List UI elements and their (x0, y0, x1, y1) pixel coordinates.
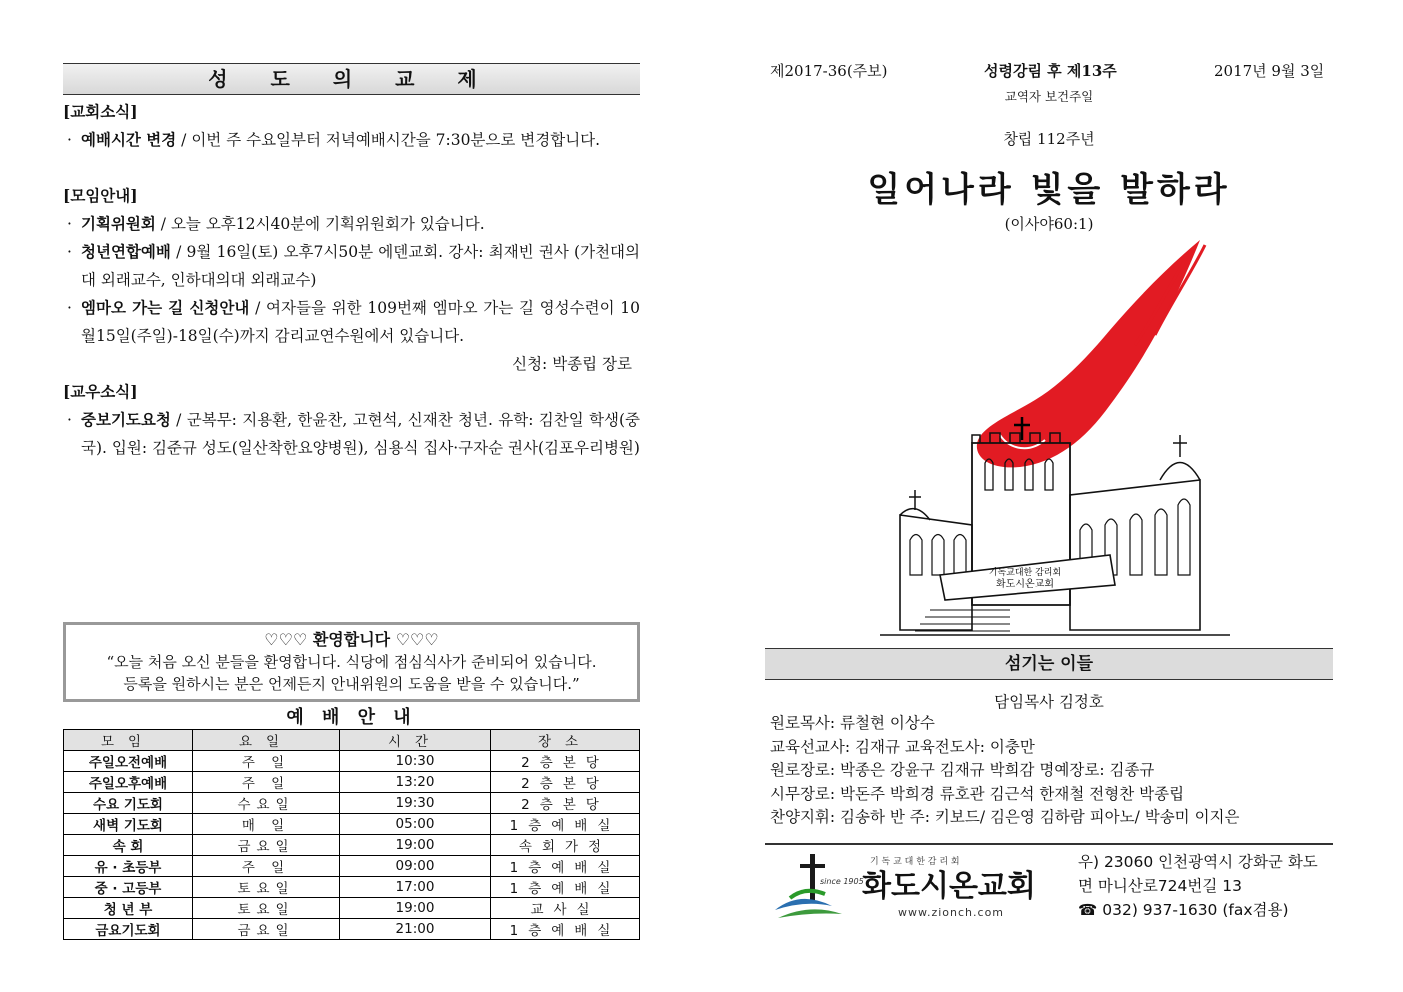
schedule-title: 예 배 안 내 (286, 707, 417, 728)
staff-row: 원로장로: 박종은 강윤구 김재규 박희감 명예장로: 김종규 (770, 761, 1155, 779)
welcome-line: 등록을 원하시는 분은 언제든지 안내위원의 도움을 받을 수 있습니다.” (123, 675, 580, 693)
member-news-heading: [교우소식] (63, 382, 138, 401)
church-address (1078, 850, 1318, 922)
column-header: 장소 (491, 730, 640, 751)
senior-pastor: 담임목사 김정호 (994, 693, 1104, 711)
staff-row: 원로목사: 류철현 이상수 (770, 714, 935, 732)
liturgical-season: 성령강림 후 제13주 (984, 62, 1117, 80)
church-news-heading: [교회소식] (63, 102, 138, 121)
welcome-title: ♡♡♡ 환영합니다 ♡♡♡ (264, 630, 439, 649)
table-row: 주일오후예배 주 일 13:20 2층본당 (64, 772, 640, 793)
table-row: 속 회 금요일 19:00 속회가정 (64, 835, 640, 856)
staff-row: 시무장로: 박돈주 박희경 류호관 김근석 한재철 전형찬 박종립 (770, 784, 1185, 803)
table-row: 청 년 부 토요일 19:00 교사실 (64, 898, 640, 919)
anniversary: 창립 112주년 (1003, 130, 1095, 148)
apply-contact: 신청: 박종립 장로 (512, 355, 632, 373)
table-row: 유 · 초등부 주 일 09:00 1층예배실 (64, 856, 640, 877)
table-row: 중 · 고등부 토요일 17:00 1층예배실 (64, 877, 640, 898)
church-flame-illustration (870, 235, 1240, 640)
column-header: 모임 (64, 730, 193, 751)
worship-schedule-table (63, 729, 640, 940)
staff-row: 교육선교사: 김재규 교육전도사: 이충만 (770, 737, 1035, 756)
table-row: 새벽 기도회 매 일 05:00 1층예배실 (64, 814, 640, 835)
staff-row: 찬양지휘: 김송하 반 주: 키보드/ 김은영 김하람 피아노/ 박송미 이지은 (770, 808, 1240, 826)
news-item: · 엠마오 가는 길 신청안내 / 여자들을 위한 109번째 엠마오 가는 길 영성수련이 10월15일(주일)-18일(수)까지 감리교연수원에서 있습니다. (63, 294, 640, 350)
news-section (63, 98, 640, 462)
logo-since: since 1905 (820, 877, 864, 886)
logo-url: www.zionch.com (898, 906, 1005, 919)
church-logo (770, 848, 1070, 928)
section-title-fellowship: 성 도 의 교 제 (63, 63, 640, 95)
bulletin-date: 2017년 9월 3일 (1214, 62, 1325, 80)
table-row: 금요기도회 금요일 21:00 1층예배실 (64, 919, 640, 940)
meeting-heading: [모임안내] (63, 186, 138, 205)
column-header: 요일 (193, 730, 340, 751)
logo-denomination: 기 독 교 대 한 감 리 회 (870, 857, 960, 867)
news-item: · 청년연합예배 / 9월 16일(토) 오후7시50분 에덴교회. 강사: 최재빈 권사 (가천대의대 외래교수, 인하대의대 외래교수) (63, 238, 640, 294)
welcome-line: “오늘 처음 오신 분들을 환영합니다. 식당에 점심식사가 준비되어 있습니다. (106, 653, 597, 671)
serve-section-title: 섬기는 이들 (765, 648, 1333, 680)
address-line: 면 마니산로724번길 13 (1078, 877, 1242, 895)
church-sign-line2: 화도시온교회 (996, 579, 1054, 590)
phone-line: ☎ 032) 937-1630 (fax겸용) (1078, 901, 1289, 919)
table-row: 수요 기도회 수요일 19:30 2층본당 (64, 793, 640, 814)
divider (765, 843, 1333, 845)
church-sign-line1: 기독교대한 감리회 (988, 568, 1062, 578)
staff-list (770, 712, 1340, 830)
news-item: · 중보기도요청 / 군복무: 지용환, 한윤찬, 고현석, 신재찬 청년. 유학: 김찬일 학생(중국). 입원: 김준규 성도(일산착한요양병원), 심용식 집사·구자순 권사(김포우리병원) (63, 406, 640, 462)
logo-name: 화도시온교회 (862, 869, 1036, 904)
news-item: · 예배시간 변경 / 이번 주 수요일부터 저녁예배시간을 7:30분으로 변경합니다. (63, 126, 640, 154)
column-header: 시간 (340, 730, 491, 751)
news-item: · 기획위원회 / 오늘 오후12시40분에 기획위원회가 있습니다. (63, 210, 640, 238)
table-row: 주일오전예배 주 일 10:30 2층본당 (64, 751, 640, 772)
sunday-name: 교역자 보건주일 (1004, 89, 1094, 104)
theme-title: 일어나라 빛을 발하라 (867, 170, 1231, 210)
address-line: 우) 23060 인천광역시 강화군 화도 (1078, 853, 1318, 871)
theme-verse: (이사야60:1) (1004, 215, 1094, 233)
welcome-box (63, 622, 640, 702)
issue-number: 제2017-36(주보) (770, 62, 888, 80)
